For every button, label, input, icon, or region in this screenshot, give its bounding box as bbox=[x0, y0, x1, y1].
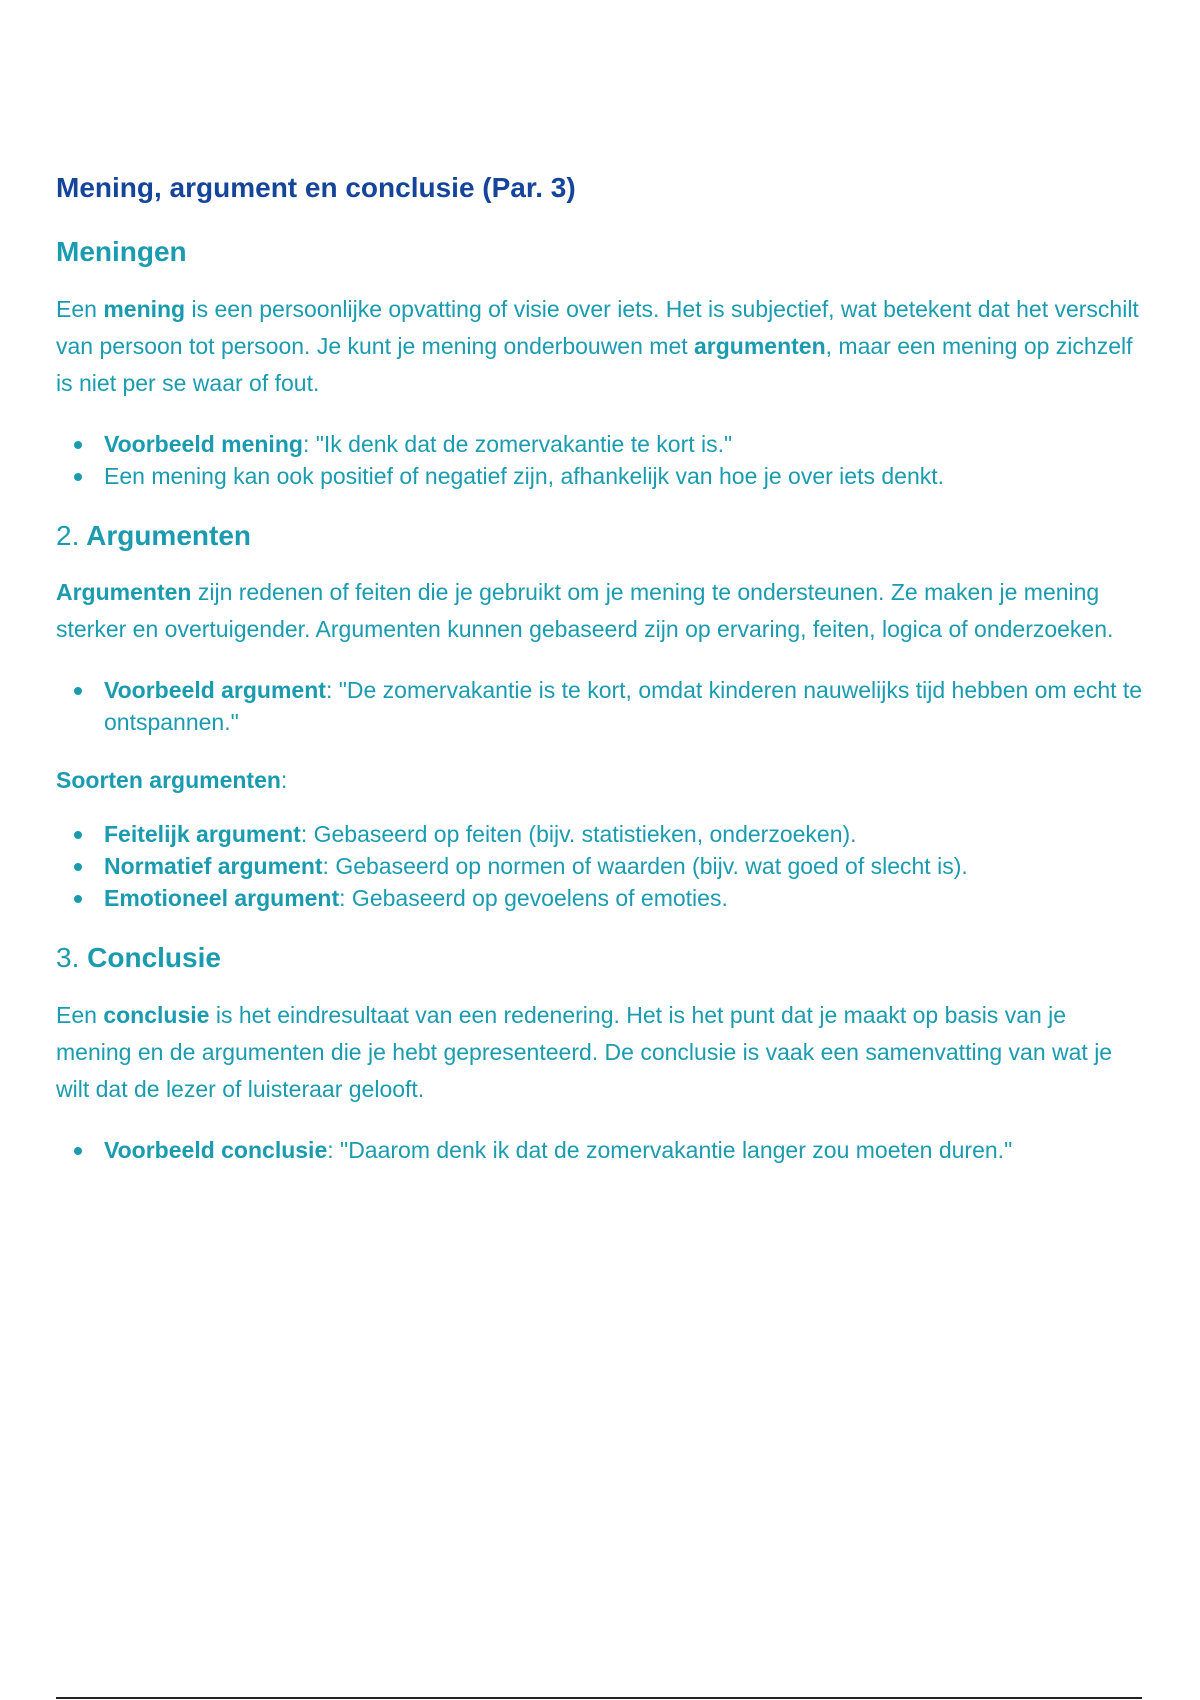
list-item bbox=[104, 674, 1146, 738]
section-heading-text: Argumenten bbox=[86, 519, 252, 551]
bullet-label: Emotioneel argument bbox=[104, 885, 340, 912]
bullet-text: : Gebaseerd op normen of waarden (bijv. wat goed of slecht is). bbox=[322, 853, 968, 880]
bullet-list-meningen bbox=[56, 428, 1146, 492]
section-argumenten bbox=[56, 518, 1146, 914]
bullet-text: : "De zomervakantie is te kort, omdat kinderen nauwelijks tijd hebben om echt te ontspannen." bbox=[104, 677, 1143, 736]
page-title: Mening, argument en conclusie (Par. 3) bbox=[56, 172, 576, 203]
bullet-list-argument-example bbox=[56, 674, 1146, 738]
section-heading-argumenten bbox=[56, 518, 1146, 554]
section-number: 3. bbox=[56, 942, 80, 974]
bullet-text: : "Ik denk dat de zomervakantie te kort is." bbox=[302, 430, 733, 457]
text-run: Een bbox=[56, 1001, 104, 1028]
paragraph-argumenten bbox=[56, 574, 1146, 648]
soorten-argumenten-label bbox=[56, 764, 1146, 796]
bullet-list-soorten bbox=[56, 818, 1146, 914]
list-item bbox=[104, 460, 1146, 492]
bullet-list-conclusie bbox=[56, 1134, 1146, 1166]
list-item bbox=[104, 850, 1146, 882]
text-run: is een persoonlijke opvatting of visie over iets. Het is subjectief, wat betekent dat het verschilt van persoon tot persoon. Je kunt je mening onderbouwen met bbox=[56, 295, 1139, 359]
section-conclusie bbox=[56, 940, 1146, 1165]
subhead-colon: : bbox=[280, 767, 288, 794]
section-heading-meningen: Meningen bbox=[56, 236, 187, 268]
footer-divider bbox=[56, 1697, 1142, 1699]
bullet-label: Voorbeeld mening bbox=[104, 430, 303, 457]
bold-term-mening: mening bbox=[103, 295, 186, 322]
text-run: , maar een mening op zichzelf is niet per se waar of fout. bbox=[56, 332, 1133, 396]
bold-term-argumenten: Argumenten bbox=[56, 579, 192, 606]
bullet-label: Voorbeeld conclusie bbox=[104, 1136, 328, 1163]
section-heading-text: Conclusie bbox=[87, 942, 221, 974]
bullet-text: Een mening kan ook positief of negatief zijn, afhankelijk van hoe je over iets denkt. bbox=[104, 462, 945, 489]
bullet-text: : Gebaseerd op feiten (bijv. statistieken, onderzoeken). bbox=[300, 821, 857, 848]
text-run: zijn redenen of feiten die je gebruikt om je mening te ondersteunen. Ze maken je mening sterker en overtuigender. Argumenten kunnen gebaseerd zijn op ervaring, feiten, logica of onderzoeken. bbox=[56, 579, 1114, 643]
paragraph-meningen bbox=[56, 291, 1146, 402]
list-item bbox=[104, 818, 1146, 850]
text-run: is het eindresultaat van een redenering. Het is het punt dat je maakt op basis van je mening en de argumenten die je hebt gepresenteerd. De conclusie is vaak een samenvatting van wat je wilt dat de lezer of luisteraar gelooft. bbox=[56, 1001, 1113, 1102]
text-run: Een bbox=[56, 295, 104, 322]
subhead-text: Soorten argumenten bbox=[56, 767, 281, 794]
document-page bbox=[56, 170, 1146, 1192]
list-item bbox=[104, 882, 1146, 914]
paragraph-conclusie bbox=[56, 997, 1146, 1108]
bullet-label: Voorbeeld argument bbox=[104, 677, 326, 704]
bold-term-argumenten: argumenten bbox=[694, 332, 826, 359]
list-item bbox=[104, 1134, 1146, 1166]
bold-term-conclusie: conclusie bbox=[103, 1001, 210, 1028]
bullet-text: : Gebaseerd op gevoelens of emoties. bbox=[339, 885, 728, 912]
section-heading-conclusie bbox=[56, 940, 1146, 976]
section-number: 2. bbox=[56, 519, 80, 551]
bullet-label: Feitelijk argument bbox=[104, 821, 301, 848]
bullet-label: Normatief argument bbox=[104, 853, 323, 880]
section-meningen bbox=[56, 234, 1146, 491]
bullet-text: : "Daarom denk ik dat de zomervakantie langer zou moeten duren." bbox=[327, 1136, 1013, 1163]
list-item bbox=[104, 428, 1146, 460]
